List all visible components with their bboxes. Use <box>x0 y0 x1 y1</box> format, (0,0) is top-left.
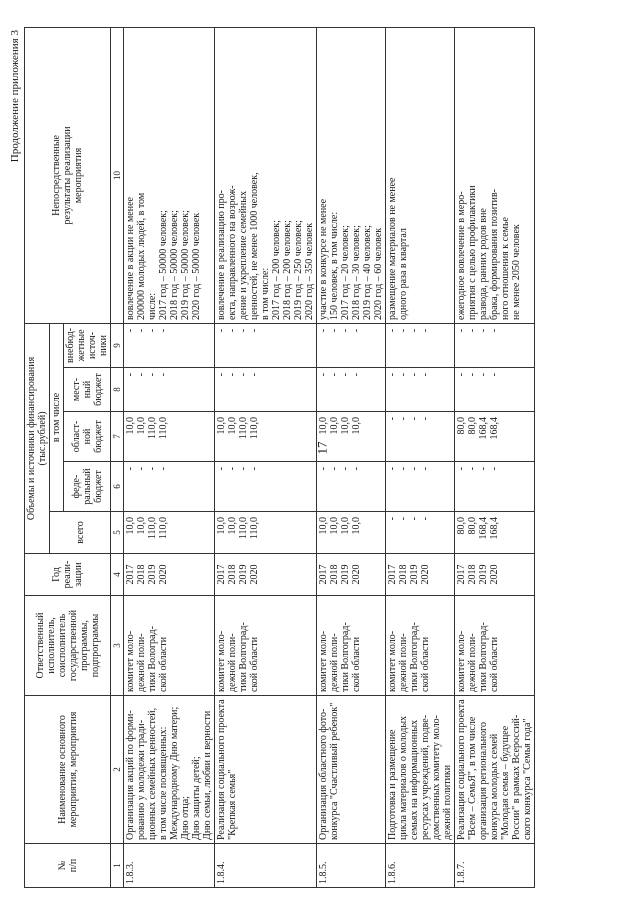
row-years: 2017 2018 2019 2020 <box>124 554 215 596</box>
table-row <box>215 27 317 887</box>
row-total: - - - - <box>386 512 455 554</box>
column-number: 3 <box>111 596 124 696</box>
row-result: ежегодное вовлечение в меро- приятия с целью профилактики развода, ранних родов вне брака, формирования позитив- ного отношения к семье не менее 2050 человек <box>455 27 535 323</box>
table-row <box>317 27 386 887</box>
header-extrabudget: внебюд- жетные источ- ники <box>64 323 111 367</box>
row-executor: комитет моло- дежной поли- тики Волоград- ской области <box>124 596 215 696</box>
page-number: 17 <box>314 441 330 455</box>
row-local: - - - - <box>317 368 386 412</box>
row-num: 1.8.7. <box>455 844 535 888</box>
row-local: - - - - <box>215 368 317 412</box>
row-regional: - - - - <box>386 412 455 462</box>
row-extrabudget: - - - - <box>124 323 215 367</box>
row-executor: комитет моло- дежной поли- тики Волгоград- ской области <box>317 596 386 696</box>
row-years: 2017 2018 2019 2020 <box>455 554 535 596</box>
row-name: Реализация социального проекта "Крепкая семья" <box>215 696 317 844</box>
column-number: 4 <box>111 554 124 596</box>
row-num: 1.8.6. <box>386 844 455 888</box>
row-total: 10,0 10,0 110,0 110,0 <box>124 512 215 554</box>
header-local: мест- ный бюджет <box>64 368 111 412</box>
row-regional: 10,0 10,0 110,0 110,0 <box>215 412 317 462</box>
column-number-row <box>111 27 124 887</box>
row-result: участие в конкурсе не менее 150 человек, в том числе: 2017 год – 20 человек; 2018 год – 30 человек; 2019 год – 40 человек; 2020 год – 60 человек <box>317 27 386 323</box>
header-total: всего <box>50 512 111 554</box>
row-local: - - - - <box>386 368 455 412</box>
row-regional: 80,0 80,0 168,4 168,4 <box>455 412 535 462</box>
header-num: № п/п <box>25 844 111 888</box>
header-including: в том числе <box>50 323 64 511</box>
row-result: вовлечение в реализацию про- екта, направленного на возрож- дение и укрепление семейных ценностей, не менее 1000 человек, в том числе: 2017 год – 200 человек; 2018 год – 200 человек; 2019 год – 250 человек; 2020 год – 350 человек <box>215 27 317 323</box>
row-extrabudget: - - - - <box>455 323 535 367</box>
header-name: Наименование основного мероприятия, мероприятия <box>25 696 111 844</box>
column-number: 5 <box>111 512 124 554</box>
row-years: 2017 2018 2019 2020 <box>317 554 386 596</box>
program-measures-table <box>24 27 535 888</box>
row-num: 1.8.4. <box>215 844 317 888</box>
appendix-title: Продолжение приложения 3 <box>9 30 21 163</box>
header-funding: Объемы и источники финансирования (тыс.рублей) <box>25 323 50 553</box>
column-number: 8 <box>111 368 124 412</box>
row-years: 2017 2018 2019 2020 <box>386 554 455 596</box>
row-num: 1.8.3. <box>124 844 215 888</box>
row-name: Реализация социального проекта "Всем – СемьЯ", в том числе организация регионального конкурса молодых семей "Молодая семья – будущее России" в рамках Всероссий- ского конкурса "Семья года" <box>455 696 535 844</box>
row-extrabudget: - - - - <box>317 323 386 367</box>
row-total: 10,0 10,0 10,0 10,0 <box>317 512 386 554</box>
row-regional: 10,0 10,0 110,0 110,0 <box>124 412 215 462</box>
row-executor: комитет моло- дежной поли- тики Волгоград- ской области <box>455 596 535 696</box>
column-number: 2 <box>111 696 124 844</box>
rotated-page-content <box>9 28 624 888</box>
row-federal: - - - - <box>124 462 215 512</box>
row-name: Организация областного фото- конкурса "Счастливый ребенок" <box>317 696 386 844</box>
header-results: Непосредственные результаты реализации мероприятия <box>25 27 111 323</box>
header-regional: област- ной бюджет <box>64 412 111 462</box>
row-total: 10,0 10,0 110,0 110,0 <box>215 512 317 554</box>
header-federal: феде- ральный бюджет <box>64 462 111 512</box>
header-year: Год реали- зации <box>25 554 111 596</box>
column-number: 9 <box>111 323 124 367</box>
column-number: 10 <box>111 27 124 323</box>
row-total: 80,0 80,0 168,4 168,4 <box>455 512 535 554</box>
row-regional: 10,0 10,0 10,0 10,0 <box>317 412 386 462</box>
row-federal: - - - - <box>386 462 455 512</box>
row-extrabudget: - - - - <box>215 323 317 367</box>
row-result: вовлечение в акции не менее 200000 молодых людей, в том числе: 2017 год – 50000 человек; 2018 год – 50000 человек; 2019 год – 50000 человек; 2020 год – 50000 человек <box>124 27 215 323</box>
row-num: 1.8.5. <box>317 844 386 888</box>
row-federal: - - - - <box>455 462 535 512</box>
row-extrabudget: - - - - <box>386 323 455 367</box>
row-result: размещение материалов не менее одного раза в квартал <box>386 27 455 323</box>
header-executor: Ответственный исполнитель, соисполнитель государственной программы, подпрограммы <box>25 596 111 696</box>
row-federal: - - - - <box>215 462 317 512</box>
row-name: Подготовка и размещение цикла материалов о молодых семьях на информационных ресурсах учреждений, подве- домственных комитету моло- дежной политики <box>386 696 455 844</box>
table-header-row <box>25 27 50 887</box>
row-local: - - - - <box>124 368 215 412</box>
row-executor: комитет моло- дежной поли- тики Волгоград- ской области <box>215 596 317 696</box>
row-executor: комитет моло- дежной поли- тики Волгоград- ской области <box>386 596 455 696</box>
table-row <box>455 27 535 887</box>
table-row <box>386 27 455 887</box>
table-row <box>124 27 215 887</box>
column-number: 6 <box>111 462 124 512</box>
column-number: 7 <box>111 412 124 462</box>
row-name: Организация акций по форми- рованию у молодежи тради- ционных семейных ценностей, в том числе посвященных: Международному Дню матери; Дню отца; Дню защиты детей; Дню семьи, любви и верности <box>124 696 215 844</box>
row-federal: - - - - <box>317 462 386 512</box>
row-years: 2017 2018 2019 2020 <box>215 554 317 596</box>
column-number: 1 <box>111 844 124 888</box>
row-local: - - - - <box>455 368 535 412</box>
